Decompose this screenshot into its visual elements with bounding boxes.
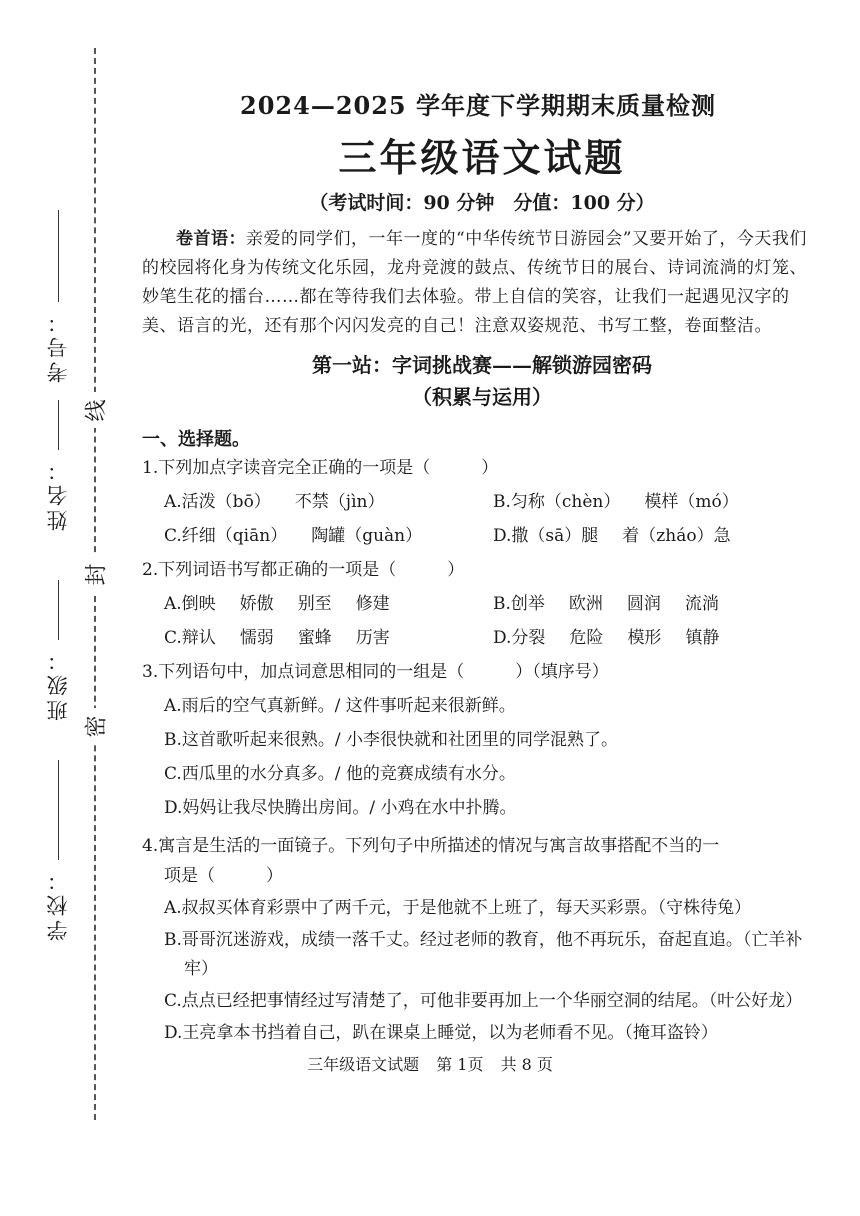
- exam-year-title: 2024—2025 学年度下学期期末质量检测: [240, 91, 716, 120]
- question-1-options: [142, 485, 822, 553]
- question-1-stem: 1.下列加点字读音完全正确的一项是（ ）: [142, 458, 499, 478]
- question-2-stem: 2.下列词语书写都正确的一项是（ ）: [142, 560, 465, 580]
- exam-meta: （考试时间：90 分钟 分值：100 分）: [309, 192, 655, 214]
- q2-option-b[interactable]: B.创举 欧洲 圆润 流淌: [493, 594, 719, 614]
- q3-option-a[interactable]: A.雨后的空气真新鲜。/ 这件事听起来很新鲜。: [164, 696, 516, 716]
- field-name-label: 姓名：: [46, 456, 70, 531]
- field-exam-number-label: 考号：: [46, 308, 70, 383]
- question-4-stem-line2: 项是（ ）: [164, 866, 283, 886]
- question-3-stem: 3.下列语句中，加点词意思相同的一组是（ ）（填序号）: [142, 662, 609, 682]
- page-footer: [0, 1052, 860, 1075]
- field-school-label: 学校：: [46, 866, 70, 941]
- q2-option-d[interactable]: D.分裂 危险 模形 镇静: [493, 628, 720, 648]
- q4-option-d[interactable]: D.王亮拿本书挡着自己，趴在课桌上睡觉，以为老师看不见。（掩耳盗铃）: [164, 1023, 718, 1043]
- q3-option-b[interactable]: B.这首歌听起来很熟。/ 小李很快就和社团里的同学混熟了。: [164, 730, 619, 750]
- q4-option-b[interactable]: B.哥哥沉迷游戏，成绩一落千丈。经过老师的教育，他不再玩乐，奋起直追。（亡羊补牢）: [164, 930, 803, 979]
- binding-margin: [0, 0, 120, 1216]
- q3-option-d[interactable]: D.妈妈让我尽快腾出房间。/ 小鸡在水中扑腾。: [164, 798, 517, 818]
- exam-page: [142, 86, 822, 1051]
- footer-page-number: 第 1页: [436, 1055, 484, 1074]
- field-class[interactable]: [43, 580, 73, 727]
- q1-option-c[interactable]: C.纤细（qiān） 陶罐（guàn）: [164, 526, 423, 546]
- q2-option-c[interactable]: C.辩认 懦弱 蜜蜂 历害: [164, 628, 390, 648]
- field-school[interactable]: [43, 760, 73, 947]
- q4-option-c[interactable]: C.点点已经把事情经过写清楚了，可他非要再加上一个华丽空洞的结尾。（叶公好龙）: [164, 991, 803, 1011]
- q4-option-a[interactable]: A.叔叔买体育彩票中了两千元，于是他就不上班了，每天买彩票。（守株待兔）: [164, 898, 752, 918]
- station-subtitle: （积累与运用）: [412, 385, 552, 409]
- footer-total-pages: 共 8 页: [500, 1055, 553, 1074]
- field-class-label: 班级：: [46, 646, 70, 721]
- intro-label: 卷首语：: [176, 229, 246, 249]
- section-title-choice: 一、选择题。: [142, 429, 250, 450]
- footer-subject: 三年级语文试题: [307, 1055, 420, 1074]
- intro-paragraph: [142, 225, 822, 341]
- station-title: 第一站：字词挑战赛——解锁游园密码: [312, 353, 652, 377]
- intro-text: 亲爱的同学们，一年一度的“中华传统节日游园会”又要开始了，今天我们的校园将化身为传统文化乐园，龙舟竞渡的鼓点、传统节日的展台、诗词流淌的灯笼、妙笔生花的擂台……都在等待我们去体验。带上自信的笑容，让我们一起遇见汉字的美、语言的光，还有那个闪闪发亮的自己！注意双姿规范、书写工整，卷面整洁。: [142, 229, 807, 336]
- exam-main-title: 三年级语文试题: [338, 135, 626, 180]
- field-name[interactable]: [43, 400, 73, 537]
- question-4-stem-line1: 4.寓言是生活的一面镜子。下列句子中所描述的情况与寓言故事搭配不当的一: [142, 836, 720, 856]
- question-2-options: [142, 587, 822, 655]
- seal-char-xian: 线: [80, 392, 110, 428]
- q1-option-a[interactable]: A.活泼（bō） 不禁（jìn）: [164, 492, 385, 512]
- q2-option-a[interactable]: A.倒映 娇傲 别至 修建: [164, 594, 390, 614]
- field-exam-number[interactable]: [43, 210, 73, 389]
- seal-char-mi: 密: [80, 708, 110, 744]
- question-4-stem: [142, 831, 822, 891]
- q3-option-c[interactable]: C.西瓜里的水分真多。/ 他的竞赛成绩有水分。: [164, 764, 516, 784]
- q1-option-b[interactable]: B.匀称（chèn） 模样（mó）: [493, 492, 739, 512]
- q1-option-d[interactable]: D.撒（sā）腿 着（zháo）急: [493, 526, 731, 546]
- seal-char-feng: 封: [80, 556, 110, 592]
